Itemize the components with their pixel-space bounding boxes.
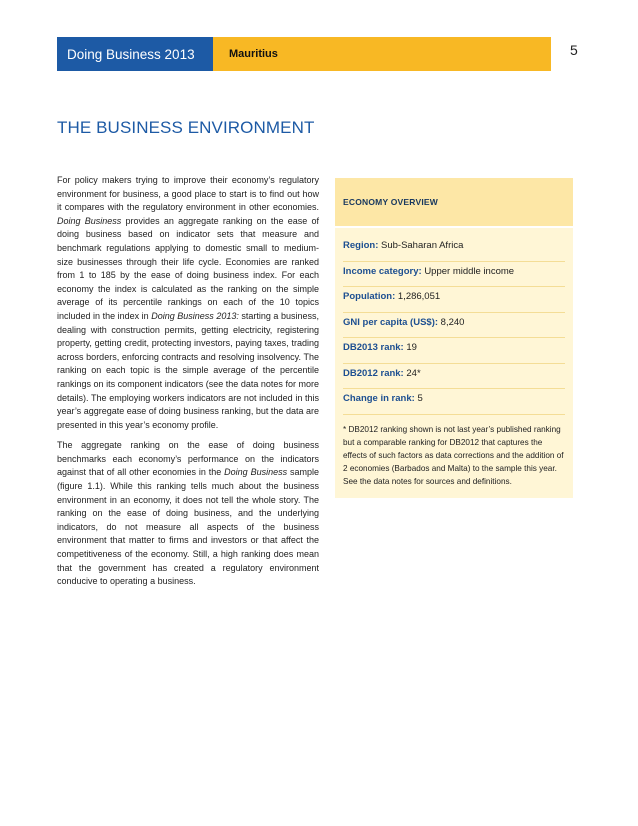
paragraph-1 [57,174,319,432]
overview-row-population [343,287,565,313]
overview-title: ECONOMY OVERVIEW [335,178,573,226]
row-value: Sub-Saharan Africa [381,240,464,251]
overview-footnote: * DB2012 ranking shown is not last year’s published ranking but a comparable ranking for DB2012 that captures the effects of such factors as data corrections and the addition of 2 economies (Barbados and Malta) to the sample this year. See the data notes for sources and definitions. [343,424,564,486]
page-header [57,37,551,71]
economy-name: Mauritius [213,37,551,71]
p1-italic-doing-business: Doing Business [57,215,122,226]
row-label: GNI per capita (US$): [343,316,439,328]
overview-row-gni [343,313,565,339]
overview-row-income [343,262,565,288]
row-label: Change in rank: [343,393,415,404]
row-label: Region: [343,240,379,251]
body-text [57,174,319,596]
overview-row-db2013 [343,338,565,364]
row-label: DB2013 rank: [343,342,404,353]
row-value: 1,286,051 [397,291,441,302]
overview-row-db2012 [343,364,565,390]
section-title: THE BUSINESS ENVIRONMENT [57,118,315,137]
row-label: DB2012 rank: [343,367,404,379]
p2-text-a: The aggregate ranking on the ease of doing business benchmarks each economy’s performance on the indicators against that of all other economies in the [57,440,319,478]
row-value: 8,240 [440,316,465,328]
paragraph-2 [57,439,319,589]
economy-overview-box [335,178,573,498]
p2-italic-doing-business: Doing Business [224,467,288,478]
p1-text-e: starting a business, dealing with construction permits, getting electricity, registering property, getting credit, protecting investors, paying taxes, trading across borders, enforcing contracts and resolving insolvency. The ranking on each topic is the simple average of the percentile rankings on its component indicators (see the data notes for more details). The employing workers indicators are not included in this year’s aggregate ease of doing business ranking, but the data are presented in this year’s economy profile. [57,310,319,430]
row-label: Population: [343,291,396,302]
p1-text-a: For policy makers trying to improve their economy’s regulatory environment for business, a good place to start is to find out how it compares with the regulatory environment in other economies. [57,175,319,213]
p1-italic-db2013: Doing Business 2013: [151,310,239,321]
row-value: 19 [406,342,417,353]
row-value: Upper middle income [424,265,515,277]
page-number: 5 [570,42,578,58]
overview-row-change [343,389,565,415]
row-value: 24* [406,367,421,379]
report-title: Doing Business 2013 [57,37,213,71]
row-label: Income category: [343,265,422,277]
p1-text-c: provides an aggregate ranking on the ease of doing business based on indicator sets that measure and benchmark regulations applying to domestic small to medium-size businesses through their life cycle. Economies are ranked from 1 to 185 by the ease of doing business index. For each economy the index is calculated as the ranking on the simple average of its percentile rankings on each of the 10 topics included in the index in [57,215,319,321]
overview-row-region [343,236,565,262]
overview-body [335,228,573,498]
row-value: 5 [417,393,423,404]
p2-text-c: sample (figure 1.1). While this ranking tells much about the business environment in an economy, it does not tell the whole story. The ranking on the ease of doing business, and the underlying indicators, do not measure all aspects of the business environment that matter to firms and investors or that affect the competitiveness of the economy. Still, a high ranking does mean that the government has created a regulatory environment conducive to operating a business. [57,467,319,587]
